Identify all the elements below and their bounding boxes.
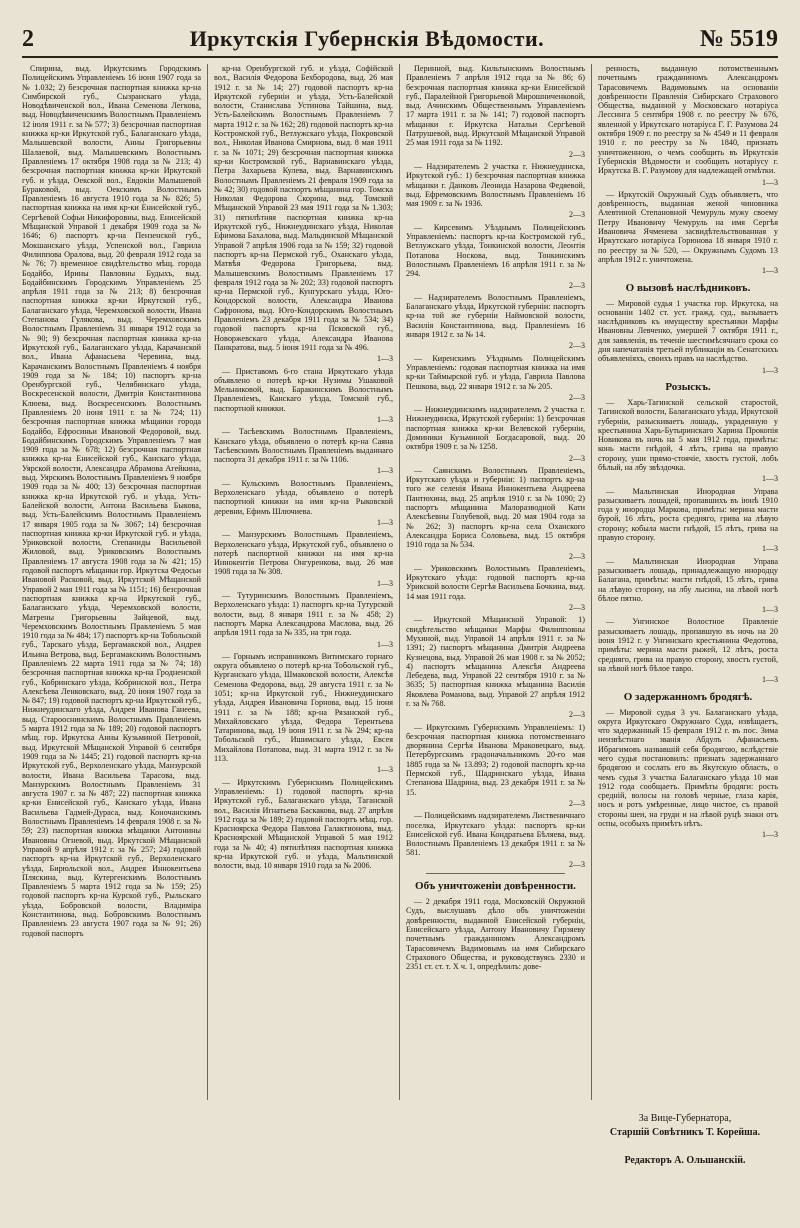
page-number: 2 xyxy=(22,25,34,52)
separator: 1—3 xyxy=(762,177,778,187)
paragraph: — Унгинское Волостное Правленіе разыскиваетъ лошадь, пропавшую въ ночь на 20 іюня 1912 г. у Унгинскаго крестьянина Федотова, примѣты: мерина масти рыжей, 12 лѣтъ, роста средняго, грива на правую сторону, хвостъ густой, на лѣвой ногѣ бѣлое тавро. xyxy=(598,617,778,673)
separator: 1—3 xyxy=(377,466,393,476)
divider xyxy=(426,873,565,874)
paragraph: — Кульскимъ Волостнымъ Правленіемъ, Верхоленскаго уѣзда, объявлено о потерѣ паспортной книжки на имя кр-на Рыковской деревни, Ефимъ Шлючиева. xyxy=(214,478,393,516)
section-heading: Розыскъ. xyxy=(665,380,711,393)
separator: 2—3 xyxy=(569,149,585,159)
separator: 2—3 xyxy=(569,392,585,402)
paragraph: Спирина, выд. Иркутскимъ Городскимъ Полицейскимъ Управленіемъ 16 іюня 1907 года за № 1.032; 2) безсрочная паспортная книжка кр-на Симбирской губ., Сызранскаго уѣзда, Новодѣвиченской вол., Ивана Семенова Легкова, выд. Новодѣвиченскимъ Волостнымъ Правленіемъ 12 іюля 1911 г. за № 577; 3) безсрочная паспортная книжка кр-ки Иркутской губ., Балаганскаго уѣзда, Малышевской волости, Анны Григорьевны Шалаевой, выд. Малышевскимъ Волостнымъ Правленіемъ 17 октября 1908 года за № 213; 4) безсрочная паспортная книжка кр-ки Иркутской губ. и уѣзда, Оекской вол., Евдокіи Малышевой Бураковой, выд. Оекскимъ Волостнымъ Правленіемъ 16 августа 1910 года за № 826; 5) паспортная книжка на имя кр-ки Енисейской губ., Сергѣевой Софьи Никифоровны, выд. Енисейской Мѣщанской Управой 1 декабря 1909 года за № 1646; 6) паспортъ кр-на Пензенской губ., Мокшанскаго уѣзда, Успенской вол., Гаврила Филиппова Оралова, выд. 20 февраля 1912 года за № 76; 7) временное свидѣтельство мѣщ. города Бодайбо, Ирины Павловны Будыхъ, выд. Бодайбинскимъ Городскимъ Управленіемъ 25 апрѣля 1911 года за № 213; 8) безсрочная паспортная книжка кр-ки Иркутской губ., Балаганскаго уѣзда, Черемховской волости, Ивана Степанова Гулякова, выд. Черемховскимъ Волостнымъ Правленіемъ 31 января 1912 года за № 90; 9) безсрочная паспортная книжка кр-на Иркутской губ., Балаганскаго уѣзда, Карачанской вол., Ивана Афанасьева Черевина, выд. Карачанскимъ Волостнымъ Правленіемъ 4 ноября 1909 года за № 184; 10) паспортъ кр-на Оренбургской губ., Челябинскаго уѣзда, Воскресенской волости, Дмитрія Константинова Клюева, выд. Воскресенскимъ Волостнымъ Правленіемъ 20 іюня 1911 г. за № 724; 11) безсрочная паспортная книжка мѣщанки города Бодайбо, Ефросиньи Ивановой Федоровой, выд. Бодайбинскимъ Городскимъ Управленіемъ 7 мая 1909 года за № 678; 12) безсрочная паспортная книжка кр-на Енисейской губ., Канскаго уѣзда, Уярской волости, Александра Абрамова Агейкина, выд. Уярскимъ Волостнымъ Правленіемъ 9 ноября 1909 года за № 400; 13) безсрочная паспортная книжка кр-на Иркутской губ. и уѣзда, Усть-Балейской волости, Антона Васильева Быкова, выд. Усть-Балейскимъ Волостнымъ Правленіемъ 17 января 1905 года за № 3067; 14) безсрочная паспортная книжка кр-ки Иркутской губ. и уѣзда, Уриковской волости, Степаниды Васильевой Жиловой, выд. Уриковскимъ Волостнымъ Правленіемъ 17 августа 1908 года за № 421; 15) годовой паспортъ мѣщанки гор. Иркутска Федосьи Ивановой Расковой, выд. Иркутской Мѣщанской Управой 2 мая 1911 года за № 1151; 16) безсрочная паспортная книжка кр-на Иркутской губ., Балаганскаго уѣзда, Черемховской волости, Матрены Григорьевны Зайцевой, выд. Черемховскимъ Волостнымъ Правленіемъ 5 мая 1910 года за № 484; 17) паспортъ кр-на Тобольской губ., Тарскаго уѣзда, Бергамакской вол., Андрея Ильина Ветрова, выд. Бергамакскимъ Волостнымъ Правленіемъ 22 марта 1911 года за № 74; 18) безсрочная паспортная книжка кр-на Гродненской губ., Кобринскаго уѣзда, Кобринской вол., Петра Алексѣева Ленковскаго, выд. 20 іюня 1907 года за № 847; 19) годовой паспортъ кр-на Иркутской губ., Нижнеудинскаго уѣзда, Андрея Иванова Ганеева, выд. Старооснинскимъ Волостнымъ Правленіемъ 5 марта 1912 года за № 189; 20) годовой паспортъ мѣщ. гор. Иркутска Анны Кузьминой Петровой, выд. Иркутской Мѣщанской Управой 6 сентября 1909 года за № 1445; 21) годовой паспортъ кр-на Иркутской губ., Верхоленскаго уѣзда, Манзурской волости, Ивана Васильева Тарасова, выд. Манзурскимъ Волостнымъ Правленіемъ 31 августа 1907 г. за № 487; 22) паспортная книжка кр-ки Енисейской губ., Канскаго уѣзда, Ивана Васильева Гадмей-Дураса, выд. Коночанскимъ Волостнымъ Правленіемъ 14 февраля 1908 г. за № 59; 23) паспортная книжка мѣщанки Антонины Ивановны Огневой, выд. Иркутской Мѣщанской Управой 9 апрѣля 1912 г. за № 257; 24) годовой паспортъ кр-на Иркутской губ., Верхоленскаго уѣзда, Бирюльской вол., Андрея Иннокентьева Пляскина, выд. Кутергенскимъ Волостнымъ Правленіемъ 5 марта 1912 года за № 159; 25) годовой паспортъ кр-на Курской губ., Рыльскаго уѣзда, Бобровской волости, Владиміра Константинова, выд. Бобровскимъ Волостнымъ Правленіемъ 23 августа 1907 года за № 91; 26) годовой паспортъ xyxy=(22,64,201,938)
separator: 2—3 xyxy=(569,210,585,220)
separator: 2—3 xyxy=(569,551,585,561)
paragraph: — Приставомъ 6-го стана Иркутскаго уѣзда объявлено о потерѣ кр-ки Нузимы Ушаковой Мельниковой, выд. Баракинскимъ Волостнымъ Правленіемъ, Канскаго уѣзда, Томской губ., паспортной книжки. xyxy=(214,366,393,413)
paragraph: кр-на Оренбургской губ. и уѣзда, Софійской вол., Василія Федорова Бехбородова, выд. 26 мая 1912 г. за № 14; 27) годовой паспортъ кр-на Иркутской губерніи и уѣзда, Усть-Балейской волости, Станислава Устинова Тайшина, выд. Усть-Балейскимъ Волостнымъ Правленіемъ 7 марта 1912 г. за № 162; 28) годовой паспортъ кр-на Костромской губ., Ветлужскаго уѣзда, Покровской вол., Николая Иванова Смирнова, выд. 8 мая 1911 г. за № 1071; 29) безсрочная паспортная книжка кр-ки Костромской губ., Варнавинскаго уѣзда, Петра Захарьева Кулева, выд. Варнавинскимъ Волостнымъ Правленіемъ 21 февраля 1909 года за № 42; 30) годовой паспортъ мѣщанина гор. Томска Николая Федорова Скорина, выд. Томской Мѣщанской Управой 23 мая 1911 года за № 1.303; 31) пятилѣтняя паспортная книжка кр-на Иркутской губ., Нижнеудинскаго уѣзда, Николая Ефимова Бахалова, выд. Мальдинской Мѣщанской Управой 7 апрѣля 1906 года за № 159; 32) годовой паспортъ кр-на Пермской губ., Оханскаго уѣзда, Матвѣя Федорова Григорьева, выд. Малышевскимъ Волостнымъ Правленіемъ 17 февраля 1912 года за № 202; 33) годовой паспортъ кр-на Пермской губ., Кунгурскаго уѣзда, Юго-Кондорской волости, Александра Иванова Сафронова, выд. Юго-Кондорскимъ Волостнымъ Правленіемъ 23 декабря 1911 года за № 534; 34) годовой паспортъ кр-на Псковской губ., Новоржевскаго уѣзда, Александра Иванова Панкратова, выд. 5 іюня 1911 года за № 496. xyxy=(214,64,393,352)
column-1 xyxy=(16,64,208,1100)
paragraph: — Иркутскимъ Губернскимъ Управленіемъ: 1) безсрочная паспортная книжка потомственнаго дворянина Сергѣя Иванова Мраковецкаго, выд. Петербургскимъ градоначальникомъ 20-го мая 1885 года за № 13.893; 2) годовой паспортъ кр-на Пермской губ., Шадринскаго уѣзда, Ивана Степанова Шадрина, выд. 23 декабря 1911 г. за № 15. xyxy=(406,722,585,797)
paragraph: — Кирсевимъ Уѣзднымъ Полицейскимъ Управленіемъ: паспортъ кр-на Костромской губ., Ветлужскаго уѣзда, Тонкинской волости, Леонтія Потапова Носкова, выд. Тонкинскимъ Волостнымъ Правленіемъ 16 апрѣля 1911 г. за № 294. xyxy=(406,222,585,279)
paragraph: — Мировой судья 1 участка гор. Иркутска, на основаніи 1402 ст. уст. гражд. суд., вызываетъ наслѣдниковъ къ имуществу крестьянки Марфы Ивановны Левченко, умершей 7 октября 1911 г., для заявленія, въ теченіе шестимѣсячнаго срока со дня напечатанія третьей публикаціи въ Сенатскихъ объявленіяхъ, своихъ правъ на наслѣдство. xyxy=(598,298,778,364)
separator: 1—3 xyxy=(377,414,393,424)
separator: 1—3 xyxy=(762,675,778,685)
separator: 1—3 xyxy=(377,765,393,775)
separator: 2—3 xyxy=(569,603,585,613)
signature-block xyxy=(590,1112,780,1168)
paragraph: — Полицейскимъ надзирателемъ Лиственичнаго поселка, Иркутскаго уѣзда: паспортъ кр-ки Енисейской губ. Ивана Кондратьева Бѣляева, выд. Волостнымъ Правленіемъ 13 декабря 1911 г. за № 581. xyxy=(406,811,586,858)
separator: 2—3 xyxy=(569,453,585,463)
masthead xyxy=(22,22,778,58)
paragraph: — Надзирателемъ 2 участка г. Нижнеудинска, Иркутской губ.: 1) безсрочная паспортная книжка мѣщанки г. Данковъ Леонида Назарова Федяевой, выд. Ефремовскимъ Волостнымъ Правленіемъ 16 мая 1909 г. за № 1936. xyxy=(406,161,585,209)
paragraph: — Иркутскій Окружный Судъ объявляетъ, что довѣренность, выданная женой чиновника Алевтиной Степановной Чемуруль мужу своему Петру Ивановичу Чемуруль на имя Сергѣя Ивановича Ячменева засвидѣтельствованная у Иркутскаго нотаріуса Горюнова 18 января 1910 г. по реестру за № 520, — Окружнымъ Судомъ 13 апрѣля 1912 г. уничтожена. xyxy=(598,189,778,264)
paragraph: — Иркутскимъ Губернскимъ Полицейскимъ Управленіемъ: 1) годовой паспортъ кр-на Иркутской губ., Балаганскаго уѣзда, Таганской вол., Василія Игнатьева Баскакова, выд. 27 апрѣля 1912 года за № 189; 2) годовой паспортъ мѣщ. гор. Красноярска Федора Павлова Галактионова, выд. Красноярской Мѣщанской Управой 5 мая 1912 года за № 40; 4) пятилѣтняя паспортная книжка кр-на Иркутской губ. и уѣзда, Мальтинской волости, выд. 10 января 1910 года за № 2006. xyxy=(214,777,393,871)
newspaper-title: Иркутскія Губернскія Вѣдомости. xyxy=(189,26,545,51)
paragraph: — Саянскимъ Волостнымъ Правленіемъ, Иркутскаго уѣзда и губерніи: 1) паспортъ кр-на того же селенія Ивана Иннокентьева Андреева Пантюхина, выд. 25 апрѣля 1910 г. за № 1090; 2) паспортъ мѣщанина Малоразводной Кати Алексѣевны Голубевой, выд. 20 мая 1904 года за № 262; 3) паспортъ кр-на села Оханского Александра Бориса Соловьева, выд. 15 октября 1910 года за № 534. xyxy=(406,465,585,550)
paragraph: — Мальтинская Инородная Управа разыскиваетъ лошадь, принадлежащую инородцу Балагана, примѣты: масти гнѣдой, 15 лѣтъ, грива на лѣвую сторону, на лбу лысина, на лѣвой ногѣ бѣлое пятно. xyxy=(598,556,778,603)
column-2 xyxy=(208,64,400,1100)
section-heading: О вызовѣ наслѣдниковъ. xyxy=(625,281,751,294)
paragraph: — Манзурскимъ Волостнымъ Правленіемъ, Верхоленскаго уѣзда, Иркутской губ., объявлено о потерѣ паспортной книжки на имя кр-на Иннокентія Петрова Онгуренкова, выд. 26 мая 1908 года за № 308. xyxy=(214,530,393,577)
paragraph: — Нижнеудинскимъ надзирателемъ 2 участка г. Нижнеудинска, Иркутской губерніи: 1) безсрочная паспортная книжка кр-ки Велевской губерніи, Доминики Кузьминой Богдасаровой, выд. 20 октября 1909 г. за № 1258. xyxy=(406,405,585,452)
separator: 2—3 xyxy=(569,341,585,351)
column-3 xyxy=(400,64,592,1100)
paragraph: — Тутуринскимъ Волостнымъ Правленіемъ, Верхоленскаго уѣзда: 1) паспортъ кр-на Тутурской волости, выд. 8 января 1911 г. за № 458; 2) паспортъ Марка Александрова Маслова, выд. 26 апрѣля 1911 года за № 335, на три года. xyxy=(214,591,393,638)
paragraph: — Горнымъ исправникомъ Витимскаго горнаго округа объявлено о потерѣ кр-на Тобольской губ., Курганскаго уѣзда, Шмаковской волости, Алексѣя Семенова Федорова, выд. 29 августа 1911 г. за № 1051; кр-на Иркутской губ., Нижнеудинскаго уѣзда, Андрея Ивановича Горнова, выд. 15 іюня 1911 г. за № 188; кр-на Рязанской губ., Михайловскаго уѣзда, Федора Терентьева Татаринова, выд. 19 іюня 1911 г. за № 294; кр-на Тобольской губ., Ишимскаго уѣзда, Евсея Михайлова Потапова, выд. 31 марта 1912 г. за № 113. xyxy=(214,651,393,764)
separator: 1—3 xyxy=(377,578,393,588)
paragraph: — Уриковскимъ Волостнымъ Правленіемъ, Иркутскаго уѣзда: годовой паспортъ кр-на Урикской волости Сергѣя Васильева Бочкина, выд. 14 мая 1911 года. xyxy=(406,563,585,601)
separator: 1—3 xyxy=(762,474,778,484)
paragraph: — Мальтинская Инородная Управа разыскиваетъ лошадей, пропавшихъ въ іюнѣ 1910 года у инородца Маркова, примѣты: мерина масти бурой, 16 лѣтъ, роста средняго, грива на лѣвую сторону; кобыла масти гнѣдой, 15 лѣтъ, грива на правую сторону. xyxy=(598,486,778,543)
paragraph: Перинной, выд. Кильтынскимъ Волостнымъ Правленіемъ 7 апрѣля 1912 года за № 86; 6) безсрочная паспортная книжка кр-ки Енисейской губ., Паралейной Григорьевой Мирошниченковой, выд. Ачинскимъ Общественнымъ Управленіемъ 17 марта 1911 г. за № 141; 7) годовой паспортъ мѣщанки г. Иркутска Натальи Сергѣевой Патрушевой, выд. Иркутской Мѣщанской Управой 25 мая 1911 года за № 1192. xyxy=(406,64,585,148)
separator: 2—3 xyxy=(569,280,585,290)
separator: 2—3 xyxy=(569,710,585,720)
paragraph: — Киренскимъ Уѣзднымъ Полицейскимъ Управленіемъ: годовая паспортная книжка на имя кр-ки Таймырской губ. и уѣзда, Гаврила Павлова Пешкова, выд. 22 января 1912 г. за № 205. xyxy=(406,353,585,391)
paragraph: — Мировой судья 3 уч. Балаганскаго уѣзда, округа Иркутскаго Окружнаго Суда, извѣщаетъ, что задержанный 15 февраля 1912 г. въ пос. Зима неизвѣстнаго званія Абдулъ Афанасьевъ Ибрагимовъ назвавшій себя бродягою, вслѣдствіе чего судья постановилъ: признать задержаннаго бродягою и сослать его въ Якутскую область, о чемъ судья 3 участка Балаганскаго уѣзда 10 мая 1912 года сообщаетъ. Примѣты бродяги: рость средній, волосы на головѣ черные, глаза карія, носъ и ротъ умѣренные, лицо чистое, съ правой стороны шеи, на груди и на лѣвой руцѣ знаки отъ оспы, особыхъ примѣтъ нѣтъ. xyxy=(598,707,778,829)
separator: 1—3 xyxy=(762,605,778,615)
editor-line: Редакторъ А. Ольшанскій. xyxy=(624,1155,746,1166)
separator: 2—3 xyxy=(569,798,585,808)
separator: 1—3 xyxy=(377,354,393,364)
paragraph: — 2 декабря 1911 года, Московскій Окружной Судъ, выслушавъ дѣло объ уничтоженіи довѣренности, выданной Енисейской губерніи, Енисейскаго уѣзда, Антону Ивановичу Гирзяеву почетнымъ гражданиномъ Александромъ Тарасовичемъ Вадимовымъ на имя Сибирскаго Страхового Общества, и руководствуясь 2330 и 2351 ст. ст. т. X ч. 1, опредѣлилъ: дове- xyxy=(406,897,585,972)
column-4 xyxy=(592,64,784,1100)
paragraph: — Иркутской Мѣщанской Управой: 1) свидѣтельство мѣщанки Марфы Филипповны Мухиной, выд. Управой 14 апрѣля 1911 г. за № 1391; 2) паспортъ мѣщанина Дмитрія Андреева Кузнецова, выд. Управой 26 мая 1908 г. за № 2052; 4) паспортъ мѣщанина Алексѣя Андреева Лебедева, выд. Управой 22 сентября 1910 г. за № 3635; 5) паспортная книжка мѣщанина Василія Яковлева Романова, выд. Управой 27 апрѣля 1912 г. за № 768. xyxy=(406,615,585,708)
section-heading: Объ уничтоженіи довѣренности. xyxy=(415,880,576,893)
paragraph: — Надзирателемъ Волостнымъ Правленіемъ, Балаганскаго уѣзда, Иркутской губерніи: паспортъ кр-на той же губерніи Наймовской волости, Василія Константинова, выд. Правленіемъ 16 января 1912 г. за № 14. xyxy=(406,292,585,340)
separator: 1—3 xyxy=(762,544,778,554)
separator: 1—3 xyxy=(377,517,393,527)
separator: 1—3 xyxy=(377,639,393,649)
separator: 1—3 xyxy=(762,830,778,840)
section-heading: О задержанномъ бродягѣ. xyxy=(623,690,753,703)
issue-number: № 5519 xyxy=(699,25,778,52)
paragraph: — Харь-Тагинской сельской старостой, Тагинской волости, Балаганскаго уѣзда, Иркутской губерніи, разыскиваетъ лошадь, украденную у крестьянина Харь-Бутыринскаго Харина Прокопія Новикова въ ночь на 5 мая 1912 года, примѣты: конь масти гнѣдой, 4 лѣтъ, грива на правую сторону, уши прямо-стоячіе, хвостъ густой, лобъ бѣлый, на лбу звѣздочка. xyxy=(598,397,778,472)
separator: 2—3 xyxy=(569,859,585,869)
paragraph: ренность, выданную потомственнымъ почетнымъ гражданиномъ Александромъ Тарасовичемъ Вадимовымъ на основаніи довѣренности Правленія Сибирскаго Страхового Общества, выданной у Московскаго нотаріуса Лессинга 5 сентября 1908 г. по реестру № 676, явленной у Иркутскаго нотаріуса Г. Г. Разумова 24 октября 1909 г. по реестру за № 4549 и 11 февраля 1910 г. по реестру за № 1840, признать уничтоженною, о чемъ сообщить въ Иркутскія Губернскія Вѣдомости и сообщить нотаріусу г. Иркутска В. Г. Разумову для надлежащей отмѣтки. xyxy=(598,64,778,176)
vice-governor-line: За Вице-Губернатора, xyxy=(638,1113,732,1124)
separator: 1—3 xyxy=(762,266,778,276)
paragraph: — Тасѣевскимъ Волостнымъ Правленіемъ, Канскаго уѣзда, объявлено о потерѣ кр-на Саяна Тасѣевскимъ Волостнымъ Правленіемъ выданнаго паспорта 31 декабря 1911 г. за № 1106. xyxy=(214,427,393,465)
councillor-line: Старшій Совѣтникъ Т. Корейша. xyxy=(609,1127,761,1138)
text-columns xyxy=(16,64,784,1100)
separator: 1—3 xyxy=(762,365,778,375)
